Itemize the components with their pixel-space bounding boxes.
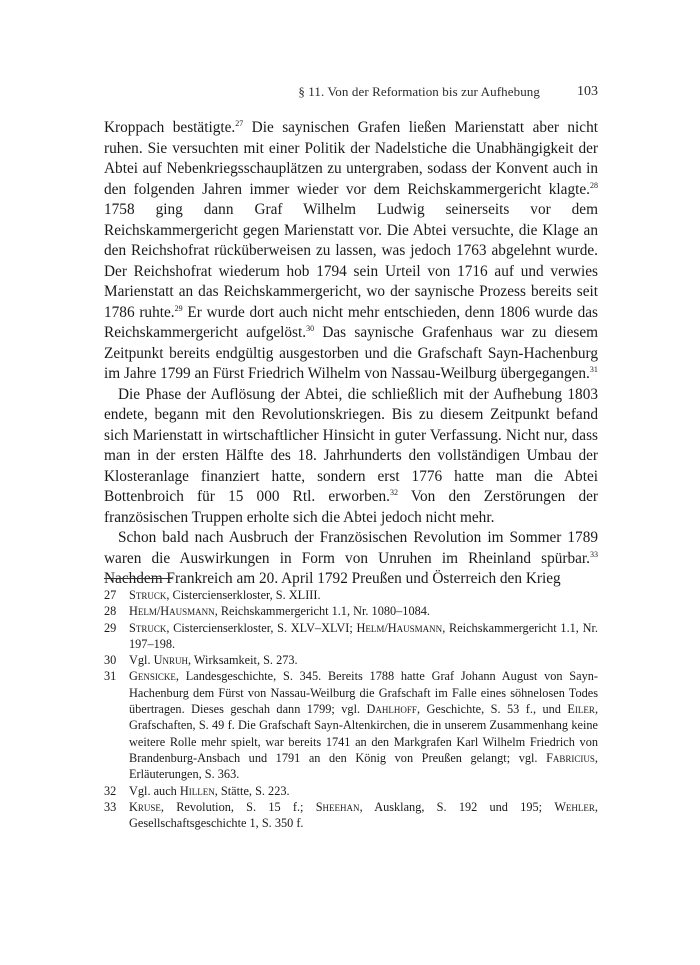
footnote-number: 27	[104, 588, 117, 602]
author-name: Struck	[129, 620, 167, 635]
text-run: , Erläuterungen, S. 363.	[129, 750, 598, 782]
text-run: Das saynische Grafenhaus war zu diesem Zeitpunkt bereits endgültig ausgestorben und die Grafschaft Sayn-Hachenburg im Jahre 1799 an Fürst Friedrich Wilhelm von Nassau-Weilburg übergegangen.	[104, 324, 599, 382]
footnote-text	[129, 668, 598, 782]
footnote-number: 30	[104, 653, 117, 668]
footnote-29	[104, 620, 598, 653]
paragraph-3	[104, 528, 598, 590]
text-run: , Grafschaften, S. 49 f. Die Grafschaft Sayn-Altenkirchen, die in unserem Zusammenhang keine weitere Rolle mehr spielt, war bereits 1741 an den Markgrafen Karl Wilhelm Friedrich von Brandenburg-Ansbach und 1791 an den König von Preußen gelangt; vgl.	[129, 702, 599, 765]
footnote-32	[104, 783, 598, 799]
text-run: , Geschichte, S. 53 f., und	[416, 702, 568, 717]
footnote-text	[129, 620, 598, 653]
footnote-divider	[104, 578, 172, 579]
footnote-number: 31	[104, 669, 117, 684]
text-run: Vgl. auch	[129, 783, 180, 798]
text-run: , Gesellschaftsgeschichte 1, S. 350 f.	[129, 799, 598, 831]
main-text	[104, 118, 598, 590]
footnote-ref-27[interactable]: 27	[235, 118, 244, 128]
footnote-number: 29	[104, 620, 117, 635]
author-name: Kruse	[129, 799, 161, 814]
text-run: 1758 ging dann Graf Wilhelm Ludwig seinerseits vor dem Reichskammergericht gegen Marienstatt vor. Die Abtei versuchte, die Klage an den Reichshofrat rücküberweisen zu lassen, was jedoch 1763 abgelehnt wurde. Der Reichshofrat wiederum hob 1794 sein Urteil von 1716 auf und verwies Marienstatt an das Reichskammergericht, wo der saynische Prozess bereits seit 1786 ruhte.	[104, 201, 598, 321]
text-run: Die saynischen Grafen ließen Marienstatt aber nicht ruhen. Sie versuchten mit einer Politik der Nadelstiche die Unabhängigkeit der Abtei auf Nebenkriegsschauplätzen zu untergraben, sodass der Konvent auch in den folgenden Jahren immer wieder vor dem Reichskammergericht klagte.	[104, 119, 598, 198]
author-name: Wehler	[554, 799, 595, 814]
text-run: , Ausklang, S. 192 und 195;	[359, 799, 555, 814]
footnote-30	[104, 652, 598, 668]
text-run: Von den Zerstörungen der französischen Truppen erholte sich die Abtei jedoch nicht mehr.	[104, 488, 598, 526]
footnote-31	[104, 668, 598, 782]
author-name: Hillen	[179, 783, 215, 798]
footnote-27	[104, 587, 598, 603]
footnote-33	[104, 799, 598, 832]
footnote-ref-29[interactable]: 29	[174, 303, 183, 313]
text-run: , Landesgeschichte, S. 345. Bereits 1788 hatte Graf Johann August von Sayn-Hachenburg dem Fürst von Nassau-Weilburg die Grafschaft im Falle eines söhnelosen Todes übertragen. Dieses geschah dann 1799; vgl.	[129, 669, 598, 717]
text-run: , Cistercienserkloster, S. XLV–XLVI;	[166, 620, 357, 635]
running-title: § 11. Von der Reformation bis zur Aufhebung	[298, 84, 540, 99]
author-name: Struck	[129, 588, 167, 602]
text-run: , Reichskammergericht 1.1, Nr. 1080–1084.	[214, 604, 430, 619]
footnote-text	[129, 799, 598, 832]
paragraph-2	[104, 385, 598, 529]
text-run: Nachdem Frankreich am 20. April 1792 Preußen und Österreich den Krieg	[104, 570, 561, 587]
text-run: , Wirksamkeit, S. 273.	[188, 653, 298, 668]
page-number: 103	[577, 84, 598, 99]
author-name: Fabricius	[546, 750, 595, 765]
author-name: Sheehan	[315, 799, 360, 814]
footnote-28	[104, 603, 598, 619]
paragraph-1	[104, 118, 598, 385]
text-run: , Revolution, S. 15 f.;	[160, 799, 316, 814]
footnote-ref-32[interactable]: 32	[389, 487, 398, 497]
author-name: Helm/Hausmann	[129, 604, 215, 619]
text-run: Die Phase der Auflösung der Abtei, die schließlich mit der Aufhebung 1803 endete, begann mit den Revolutionskriegen. Bis zu diesem Zeitpunkt befand sich Marienstatt in wirtschaftlicher Hinsicht in guter Verfassung. Nicht nur, dass man in der ersten Hälfte des 18. Jahrhunderts den vollständigen Umbau der Klosteranlage finanziert hatte, sondern erst 1776 hatte man die Abtei Bottenbroich für 15 000 Rtl. erworben.	[104, 385, 598, 505]
footnote-ref-33[interactable]: 33	[590, 549, 598, 559]
footnote-number: 32	[104, 783, 117, 798]
footnote-number: 33	[104, 799, 117, 814]
text-run: Schon bald nach Ausbruch der Französischen Revolution im Sommer 1789 waren die Auswirkungen in Form von Unruhen im Rheinland spürbar.	[104, 529, 598, 567]
footnote-text	[129, 587, 598, 603]
text-run: Vgl.	[129, 653, 154, 668]
author-name: Gensicke	[129, 669, 176, 684]
footnote-ref-30[interactable]: 30	[306, 323, 315, 333]
author-name: Helm/Hausmann	[356, 620, 443, 635]
author-name: Eiler	[567, 702, 595, 717]
footnotes	[104, 587, 598, 831]
footnote-text	[129, 603, 598, 619]
footnote-number: 28	[104, 604, 117, 619]
text-run: , Cistercienserkloster, S. XLIII.	[166, 588, 321, 602]
author-name: Dahlhoff	[366, 702, 417, 717]
footnote-ref-31[interactable]: 31	[589, 364, 598, 374]
text-run: , Stätte, S. 223.	[214, 783, 290, 798]
text-run: , Reichskammergericht 1.1, Nr. 197–198.	[129, 620, 598, 651]
footnote-text	[129, 652, 598, 668]
footnote-ref-28[interactable]: 28	[590, 180, 598, 190]
author-name: Unruh	[153, 653, 188, 668]
text-run: Kroppach bestätigte.	[104, 119, 236, 136]
text-run: Er wurde dort auch nicht mehr entschieden, denn 1806 wurde das Reichskammergericht aufgelöst.	[104, 303, 598, 341]
footnote-text	[129, 783, 598, 799]
